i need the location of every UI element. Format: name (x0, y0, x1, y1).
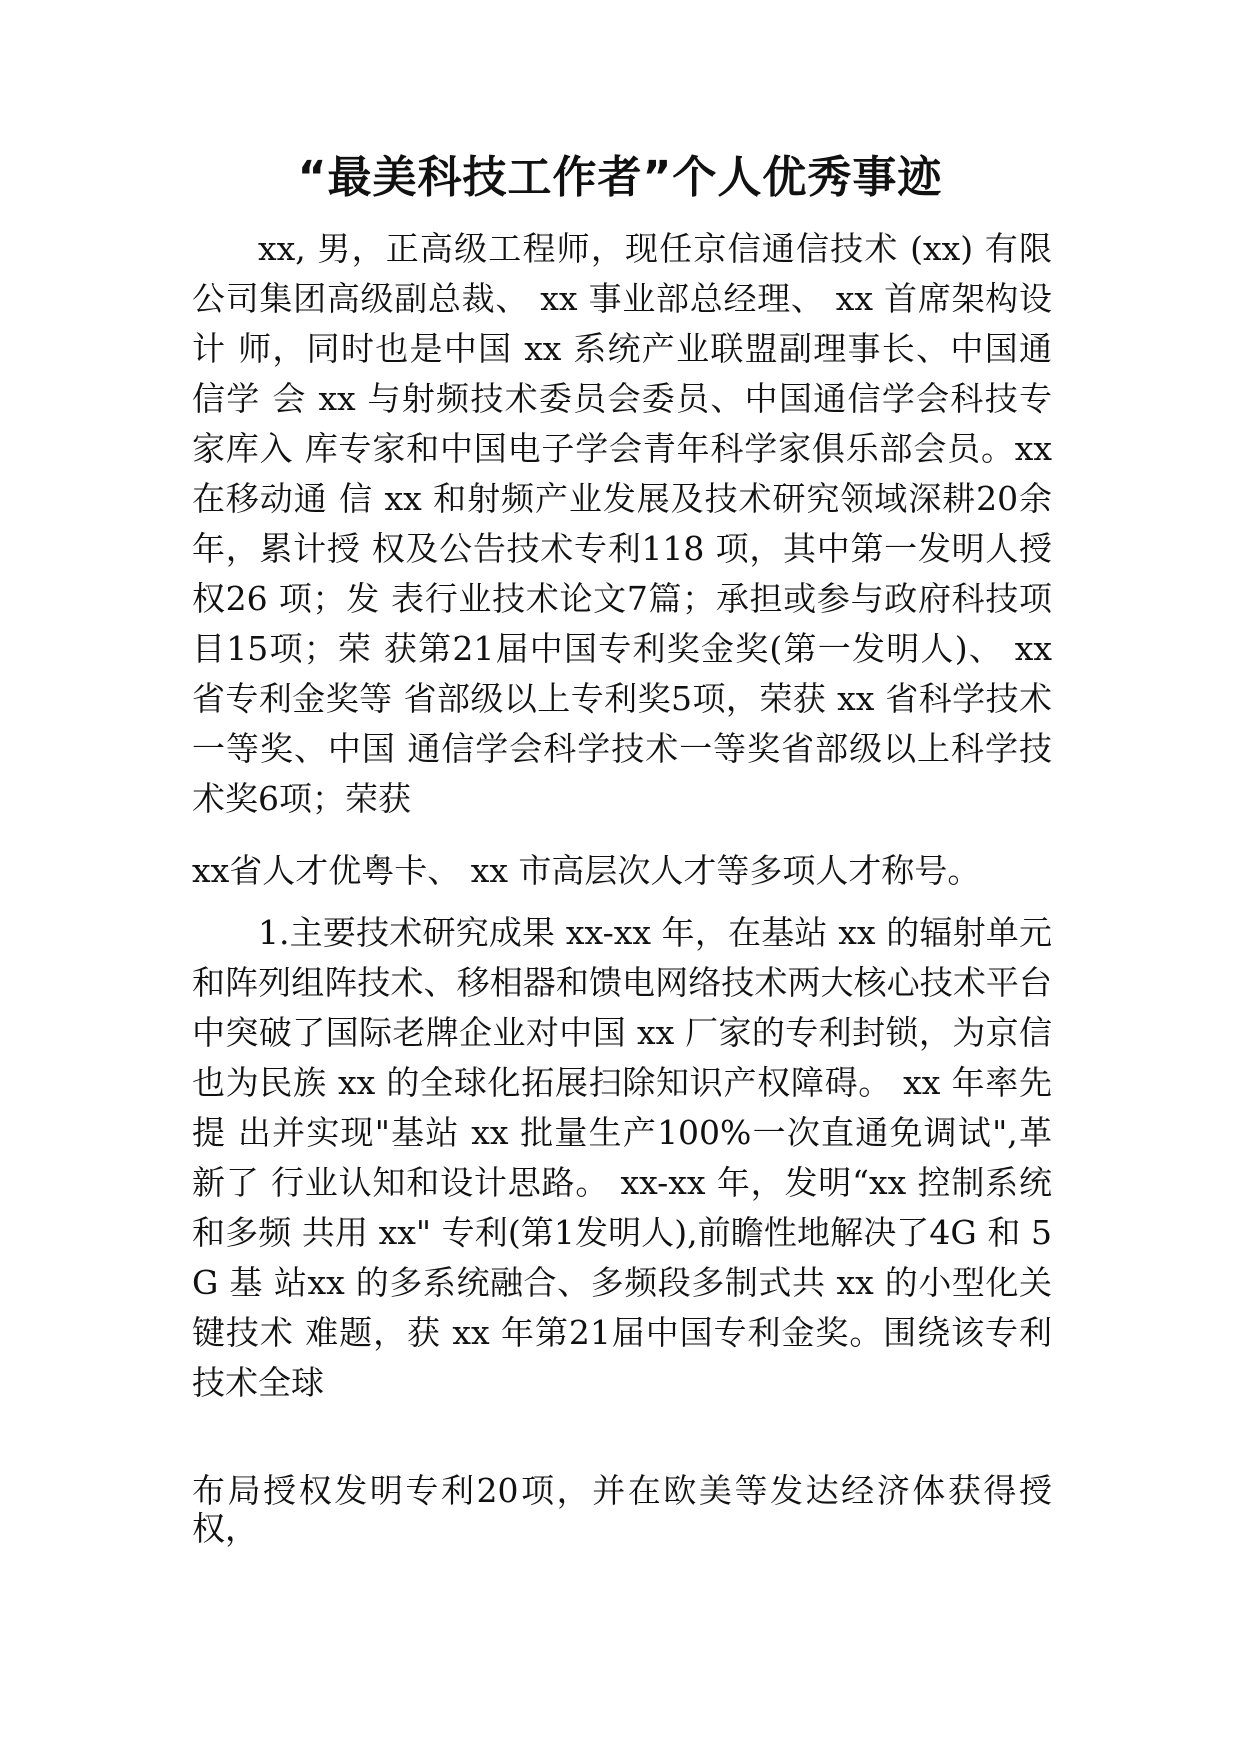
document-title: “最美科技工作者”个人优秀事迹 (297, 152, 943, 203)
paragraph-research-achievements: 1.主要技术研究成果 xx-xx 年，在基站 xx 的辐射单元 和阵列组阵技术、移相器和馈电网络技术两大核心技术平台 中突破了国际老牌企业对中国 xx 厂家的专利封锁，为京信 也为民族 xx 的全球化拓展扫除知识产权障碍。 xx 年率先提 出并实现"基站 xx 批量生产100%一次直通免调试",革新了 行业认知和设计思路。 xx-xx 年，发明“xx 控制系统和多频 共用 xx" 专利(第1发明人),前瞻性地解决了4G 和 5G 基 站xx 的多系统融合、多频段多制式共 xx 的小型化关键技术 难题，获 xx 年第21届中国专利金奖。围绕该专利技术全球 (192, 913, 1052, 1402)
paragraph-patent-layout: 布局授权发明专利20项，并在欧美等发达经济体获得授权， (192, 1471, 1052, 1548)
paragraph-profile: xx, 男，正高级工程师，现任京信通信技术 (xx) 有限 公司集团高级副总裁、 xx 事业部总经理、 xx 首席架构设计 师，同时也是中国 xx 系统产业联盟副理事长、中国通信学 会 xx 与射频技术委员会委员、中国通信学会科技专家库入 库专家和中国电子学会青年科学家俱乐部会员。xx 在移动通 信 xx 和射频产业发展及技术研究领域深耕20余年，累计授 权及公告技术专利118 项，其中第一发明人授权26 项；发 表行业技术论文7篇；承担或参与政府科技项目15项；荣 获第21届中国专利奖金奖(第一发明人)、 xx 省专利金奖等 省部级以上专利奖5项，荣获 xx 省科学技术一等奖、中国 通信学会科学技术一等奖省部级以上科学技术奖6项；荣获 (192, 229, 1052, 818)
paragraph-talent-titles: xx省人才优粤卡、 xx 市高层次人才等多项人才称号。 (192, 851, 981, 890)
